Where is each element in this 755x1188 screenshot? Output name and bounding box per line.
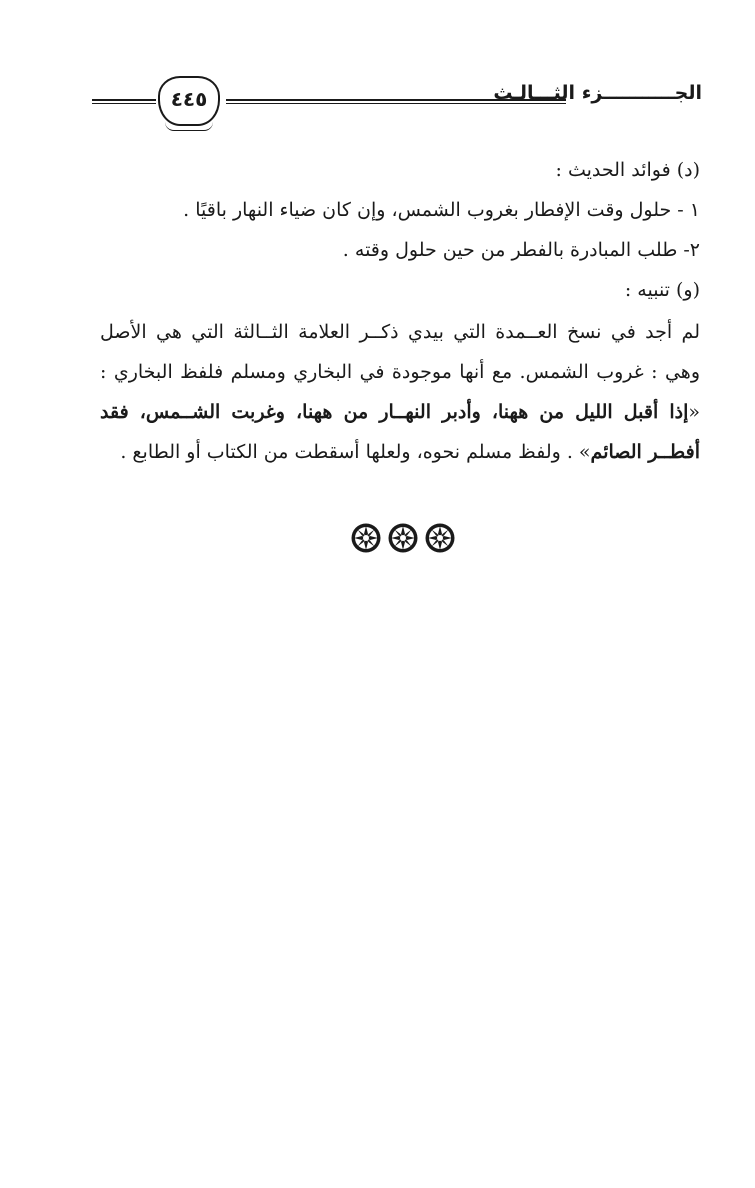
page-number: ٤٤٥	[170, 87, 208, 111]
rosette-icon	[424, 522, 456, 554]
rosette-icon	[387, 522, 419, 554]
section-end-ornament	[350, 522, 456, 556]
rosette-icon	[350, 522, 382, 554]
running-header	[92, 72, 702, 132]
hadith-quote: إذا أقبل الليل من ههنا، وأدبر النهــار من ههنا، وغربت الشــمس، فقد أفطــر الصائم	[100, 401, 700, 463]
note-heading: (و) تنبيه :	[624, 279, 700, 301]
benefit-item-2: ٢- طلب المبادرة بالفطر من حين حلول وقته .	[342, 239, 700, 261]
note-text-before-quote: لم أجد في نسخ العــمدة التي بيدي ذكــر العلامة الثــالثة التي هي الأصل وهي : غروب الشمس. مع أنها موجودة في البخاري ومسلم فلفظ البخاري : «	[100, 321, 700, 423]
running-title: الجـــــــــــزء الثـــالـث	[493, 82, 702, 104]
benefit-item-1: ١ - حلول وقت الإفطار بغروب الشمس، وإن كان ضياء النهار باقيًا .	[183, 199, 700, 221]
header-rule-left	[92, 99, 156, 104]
header-rule-right	[226, 99, 566, 104]
page-number-frame	[158, 76, 220, 126]
note-paragraph	[100, 312, 700, 472]
benefits-heading: (د) فوائد الحديث :	[555, 159, 700, 181]
note-text-after-quote: » . ولفظ مسلم نحوه، ولعلها أسقطت من الكتاب أو الطابع .	[120, 441, 591, 463]
page-body	[100, 150, 700, 472]
